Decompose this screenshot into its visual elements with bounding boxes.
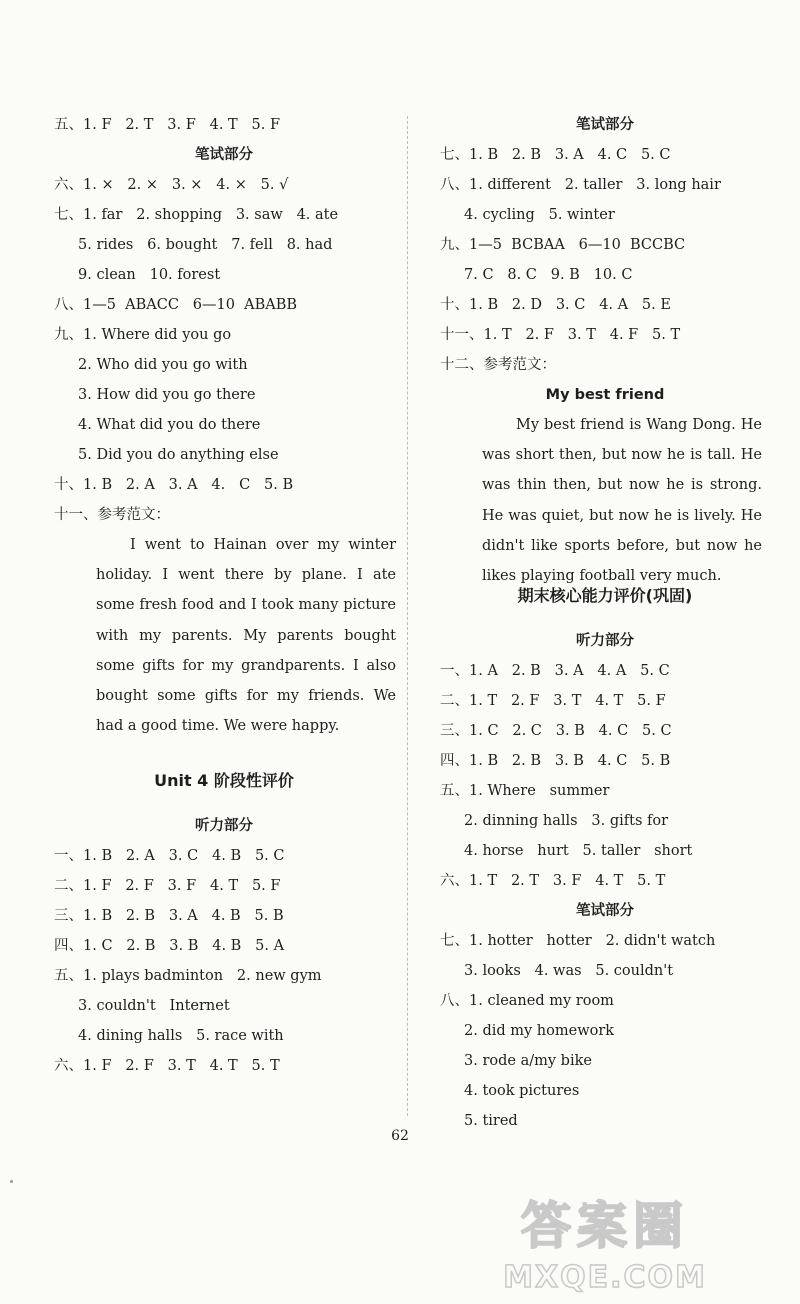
answer-line: 7. C 8. C 9. B 10. C (464, 267, 633, 283)
answer-line: 三、1. B 2. B 3. A 4. B 5. B (54, 908, 284, 925)
answer-line: 七、1. B 2. B 3. A 4. C 5. C (440, 147, 671, 163)
scan-speck (10, 1180, 13, 1183)
section-heading-listening: 听力部分 (576, 633, 634, 649)
answer-line: 十一、参考范文： (54, 507, 170, 523)
answer-line: 十一、1. T 2. F 3. T 4. F 5. T (440, 327, 681, 343)
answer-line: 三、1. C 2. C 3. B 4. C 5. C (440, 723, 672, 739)
answer-line: 八、1. different 2. taller 3. long hair (440, 177, 721, 193)
answer-line: 4. took pictures (464, 1083, 580, 1099)
answer-line: 一、1. A 2. B 3. A 4. A 5. C (440, 663, 670, 679)
section-heading-written: 笔试部分 (576, 117, 634, 133)
answer-line: 9. clean 10. forest (78, 267, 221, 283)
answer-line: 3. How did you go there (78, 387, 256, 403)
sample-essay: I went to Hainan over my winter holiday. I went there by plane. I ate some fresh food and I took many picture with my parents. My parents bought some gifts for my grandparents. I also bought some gifts for my friends. We had a good time. We were happy. (96, 537, 396, 735)
answer-line: 十、1. B 2. A 3. A 4. C 5. B (54, 477, 294, 493)
answer-line: 2. did my homework (464, 1023, 615, 1039)
answer-line: 六、1. T 2. T 3. F 4. T 5. T (440, 873, 666, 889)
essay-title: My best friend (545, 387, 665, 403)
answer-line: 2. Who did you go with (78, 357, 248, 373)
watermark-logo (420, 1196, 790, 1300)
answer-line: 四、1. C 2. B 3. B 4. B 5. A (54, 938, 285, 955)
answer-line: 七、1. hotter hotter 2. didn't watch (440, 933, 716, 949)
answer-line: 七、1. far 2. shopping 3. saw 4. ate (54, 207, 339, 223)
answer-line: 5. tired (464, 1113, 518, 1129)
answer-line: 五、1. plays badminton 2. new gym (54, 968, 322, 985)
answer-line: 十、1. B 2. D 3. C 4. A 5. E (440, 297, 671, 313)
answer-line: 3. couldn't Internet (78, 998, 230, 1015)
unit-title: Unit 4 阶段性评价 (154, 771, 294, 791)
answer-line: 二、1. F 2. F 3. F 4. T 5. F (54, 878, 281, 895)
answer-line: 4. cycling 5. winter (464, 207, 615, 223)
page-number: 62 (391, 1128, 409, 1144)
sample-essay: My best friend is Wang Dong. He was short then, but now he is tall. He was thin then, but now he is strong. He was quiet, but now he is lively. He didn't like sports before, but now he likes playing football very much. (482, 417, 762, 585)
answer-line: 五、1. F 2. T 3. F 4. T 5. F (54, 117, 281, 133)
left-column (54, 110, 394, 1081)
answer-line: 5. rides 6. bought 7. fell 8. had (78, 237, 333, 253)
section-heading-written: 笔试部分 (195, 147, 253, 163)
right-column (440, 110, 770, 1136)
answer-line: 六、1. × 2. × 3. × 4. × 5. √ (54, 177, 289, 193)
watermark-url: MXQE.COM (503, 1260, 707, 1295)
column-divider (407, 116, 408, 1116)
answer-line: 4. What did you do there (78, 417, 261, 433)
answer-line: 4. dining halls 5. race with (78, 1028, 284, 1045)
answer-line: 八、1—5 ABACC 6—10 ABABB (54, 297, 298, 313)
answer-line: 2. dinning halls 3. gifts for (464, 813, 669, 829)
answer-line: 5. Did you do anything else (78, 447, 279, 463)
answer-line: 五、1. Where summer (440, 783, 610, 799)
answer-line: 二、1. T 2. F 3. T 4. T 5. F (440, 693, 666, 709)
answer-line: 一、1. B 2. A 3. C 4. B 5. C (54, 848, 285, 865)
answer-line: 九、1—5 BCBAA 6—10 BCCBC (440, 237, 686, 253)
answer-line: 六、1. F 2. F 3. T 4. T 5. T (54, 1058, 280, 1075)
answer-line: 九、1. Where did you go (54, 327, 232, 343)
answer-line: 3. rode a/my bike (464, 1053, 592, 1069)
answer-line: 八、1. cleaned my room (440, 993, 614, 1009)
answer-line: 四、1. B 2. B 3. B 4. C 5. B (440, 753, 671, 769)
watermark-text: 答案圈 (521, 1197, 689, 1255)
section-heading-written: 笔试部分 (576, 903, 634, 919)
answer-line: 3. looks 4. was 5. couldn't (464, 963, 674, 979)
answer-line: 十二、参考范文： (440, 357, 556, 373)
section-heading-listening: 听力部分 (195, 818, 253, 835)
answer-line: 4. horse hurt 5. taller short (464, 843, 693, 859)
section-title: 期末核心能力评价(巩固) (517, 586, 693, 605)
